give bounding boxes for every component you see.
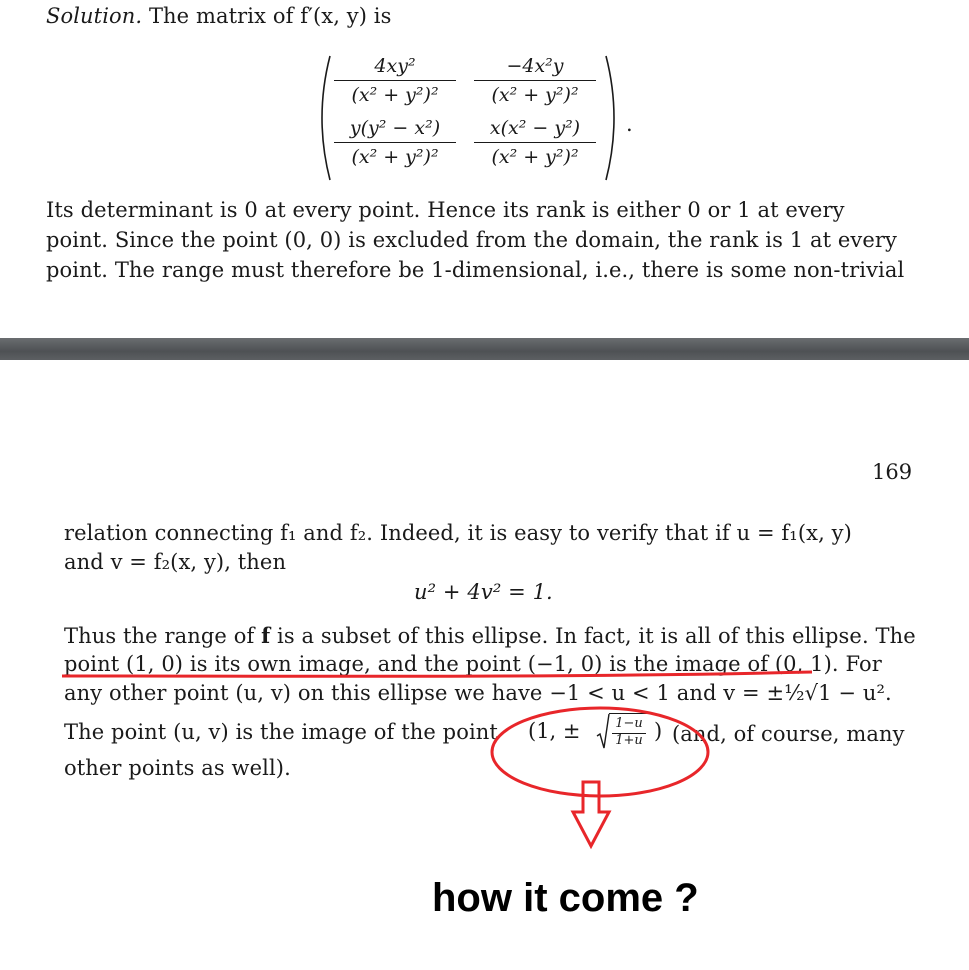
matrix-cell-r2c1: y(y² − x²) (x² + y²)² (330, 116, 460, 169)
bottom-para-line-3: any other point (u, v) on this ellipse we have −1 < u < 1 and v = ±½√1 − u². (64, 681, 892, 705)
solution-label: Solution. (46, 4, 143, 28)
sqrt-fraction: 1−u 1+u (596, 712, 654, 752)
bottom-para-line-5: other points as well). (64, 756, 291, 780)
bottom-para-line-4: The point (u, v) is the image of the point (64, 720, 498, 744)
matrix-cell-r1c2: −4x²y (x² + y²)² (470, 54, 600, 107)
matrix-cell-r1c1: 4xy² (x² + y²)² (330, 54, 460, 107)
bottom-para-line-2: point (1, 0) is its own image, and the point (−1, 0) is the image of (0, 1). For (64, 652, 882, 676)
matrix-trailing-period: . (626, 112, 633, 136)
bottom-text-line-1: relation connecting f₁ and f₂. Indeed, it is easy to verify that if u = f₁(x, y) (64, 521, 852, 545)
top-text-line-3: point. The range must therefore be 1-dimensional, i.e., there is some non-trivial (46, 258, 905, 282)
top-text-line-1: Its determinant is 0 at every point. Hence its rank is either 0 or 1 at every (46, 198, 845, 222)
top-text-line-2: point. Since the point (0, 0) is excluded from the domain, the rank is 1 at every (46, 228, 898, 252)
page-number: 169 (872, 460, 913, 484)
red-down-arrow-icon (573, 782, 609, 846)
red-underline-stroke (62, 672, 812, 676)
matrix-cell-r2c2: x(x² − y²) (x² + y²)² (470, 116, 600, 169)
bottom-para-line-1: Thus the range of f is a subset of this ellipse. In fact, it is all of this ellipse. The (64, 623, 916, 648)
solution-intro: The matrix of f′(x, y) is (148, 4, 392, 28)
bottom-text-line-2: and v = f₂(x, y), then (64, 550, 287, 574)
handwritten-question: how it come ? (432, 876, 699, 920)
bottom-para-line-4-end: (and, of course, many (672, 722, 905, 746)
ellipse-equation: u² + 4v² = 1. (414, 580, 553, 604)
